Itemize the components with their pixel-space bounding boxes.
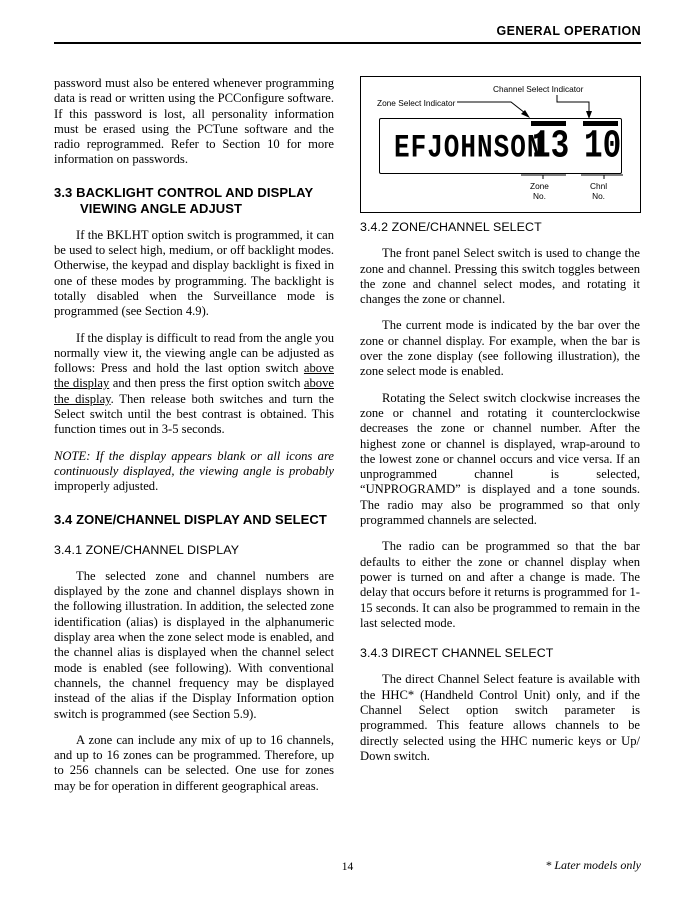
label-zone-no	[530, 181, 549, 201]
heading-3-4-2: 3.4.2 ZONE/CHANNEL SELECT	[360, 220, 542, 234]
viewing-angle-text-b: and then press the first option switch	[109, 376, 304, 391]
page-header	[54, 24, 641, 44]
page-number: 14	[341, 861, 354, 873]
label-zone-line1: Zone	[530, 181, 549, 191]
header-title: GENERAL OPERATION	[496, 24, 641, 38]
figure-inner	[361, 77, 640, 212]
lcd-channel-number: 10	[584, 124, 622, 170]
label-chnl-line2: No.	[592, 191, 605, 201]
viewing-angle-text-a: If the display is difficult to read from the angle you normally view it, the viewing angle can be adjusted as follows: Press and hold the last option switch	[54, 330, 334, 376]
label-channel-select-indicator: Channel Select Indicator	[493, 84, 584, 94]
heading-3-4: 3.4 ZONE/CHANNEL DISPLAY AND SELECT	[54, 511, 327, 527]
paragraph-zone-channel-display: The selected zone and channel numbers are displayed by the zone and channel displays shown in the following illustration. In addition, the selected zone identification (alias) is displayed in the alphanumeric display area when the zone select mode is enabled, and the channel alias is displayed when the channel select mode is enabled (see following). With conventional channels, the channel frequency may be displayed instead of the alias if the Display Information option switch is programmed (see Section 5.9).	[54, 568, 334, 721]
figure-lcd-display	[360, 76, 641, 213]
lcd-zone-number: 13	[532, 124, 570, 170]
paragraph-direct-channel-select: The direct Channel Select feature is available with the HHC* (Handheld Control Unit) only, and if the Channel Select option switch parameter is programmed. This feature allows channels to be directly selected using the HHC numeric keys or Up/ Down switch.	[360, 672, 640, 763]
note-viewing-angle	[54, 449, 334, 495]
heading-3-4-1: 3.4.1 ZONE/CHANNEL DISPLAY	[54, 542, 240, 557]
paragraph-bar-default: The radio can be programmed so that the bar defaults to either the zone or channel display when power is turned on and after a change is made. The delay that occurs before it returns is programmed for 1-15 seconds. It can also be programmed to remain in the last selected mode.	[360, 539, 640, 630]
paragraph-zone-capacity: A zone can include any mix of up to 16 channels, and up to 16 zones can be programmed. Therefore, up to 256 channels can be selected. One use for zones may be for operation in different geographical areas.	[54, 732, 334, 793]
left-column	[54, 76, 334, 805]
paragraph-current-mode: The current mode is indicated by the bar over the zone or channel display. For example, when the bar is over the zone display (see following illustration), the zone select mode is enabled.	[360, 318, 640, 379]
lcd-alias-text: EFJOHNSON	[394, 129, 544, 167]
note-tail-text: improperly adjusted.	[54, 479, 159, 494]
paragraph-rotating-select: Rotating the Select switch clockwise increases the zone or channel and rotating it counterclockwise decreases the zone or channel number. After the highest zone or channel is displayed, wrap-around to the lowest zone or channel occurs and vice versa. If an unprogrammed channel is selected, “UNPROGRAMD” is displayed and a tone sounds. The radio may also be programmed so that only programmed channels are selected.	[360, 390, 640, 528]
header-rule	[54, 42, 641, 44]
viewing-angle-underline-2: above the display	[54, 376, 334, 406]
label-chnl-line1: Chnl	[590, 181, 608, 191]
label-chnl-no	[590, 181, 607, 201]
paragraph-viewing-angle	[54, 331, 334, 438]
paragraph-select-switch: The front panel Select switch is used to change the zone and channel. Pressing this switch toggles between the zone and channel select modes, and rotating it changes the zone or channel.	[360, 246, 640, 307]
paragraph-password: password must also be entered whenever programming data is read or written using the PCConfigure software. If this password is lost, all personality information must be erased using the PCTune software and the radio reprogrammed. Refer to Section 10 for more information on passwords.	[54, 76, 334, 167]
note-italic-text: NOTE: If the display appears blank or all icons are continuously displayed, the viewing angle is probably	[54, 448, 334, 478]
paragraph-backlight: If the BKLHT option switch is programmed, it can be used to select high, medium, or off backlight modes. Otherwise, the keypad and display backlight is fixed in one of these modes by programming. The backlight is totally disabled when the Surveillance mode is programmed (see Section 4.9).	[54, 227, 334, 319]
label-zone-select-indicator: Zone Select Indicator	[377, 98, 456, 108]
label-zone-line2: No.	[533, 191, 546, 201]
heading-3-3-line1: 3.3 BACKLIGHT CONTROL AND DISPLAY	[54, 184, 314, 200]
heading-3-3-line2: VIEWING ANGLE ADJUST	[80, 200, 243, 216]
right-column	[360, 220, 640, 775]
footnote: * Later models only	[545, 858, 641, 872]
heading-3-4-3: 3.4.3 DIRECT CHANNEL SELECT	[360, 646, 554, 661]
lcd-panel	[379, 118, 622, 174]
viewing-angle-text-c: . Then release both switches and turn the Select switch until the best contrast is obtained. This function times out in 3-5 seconds.	[54, 391, 334, 437]
viewing-angle-underline-1: above the display	[54, 361, 334, 391]
heading-3-3	[54, 185, 334, 217]
